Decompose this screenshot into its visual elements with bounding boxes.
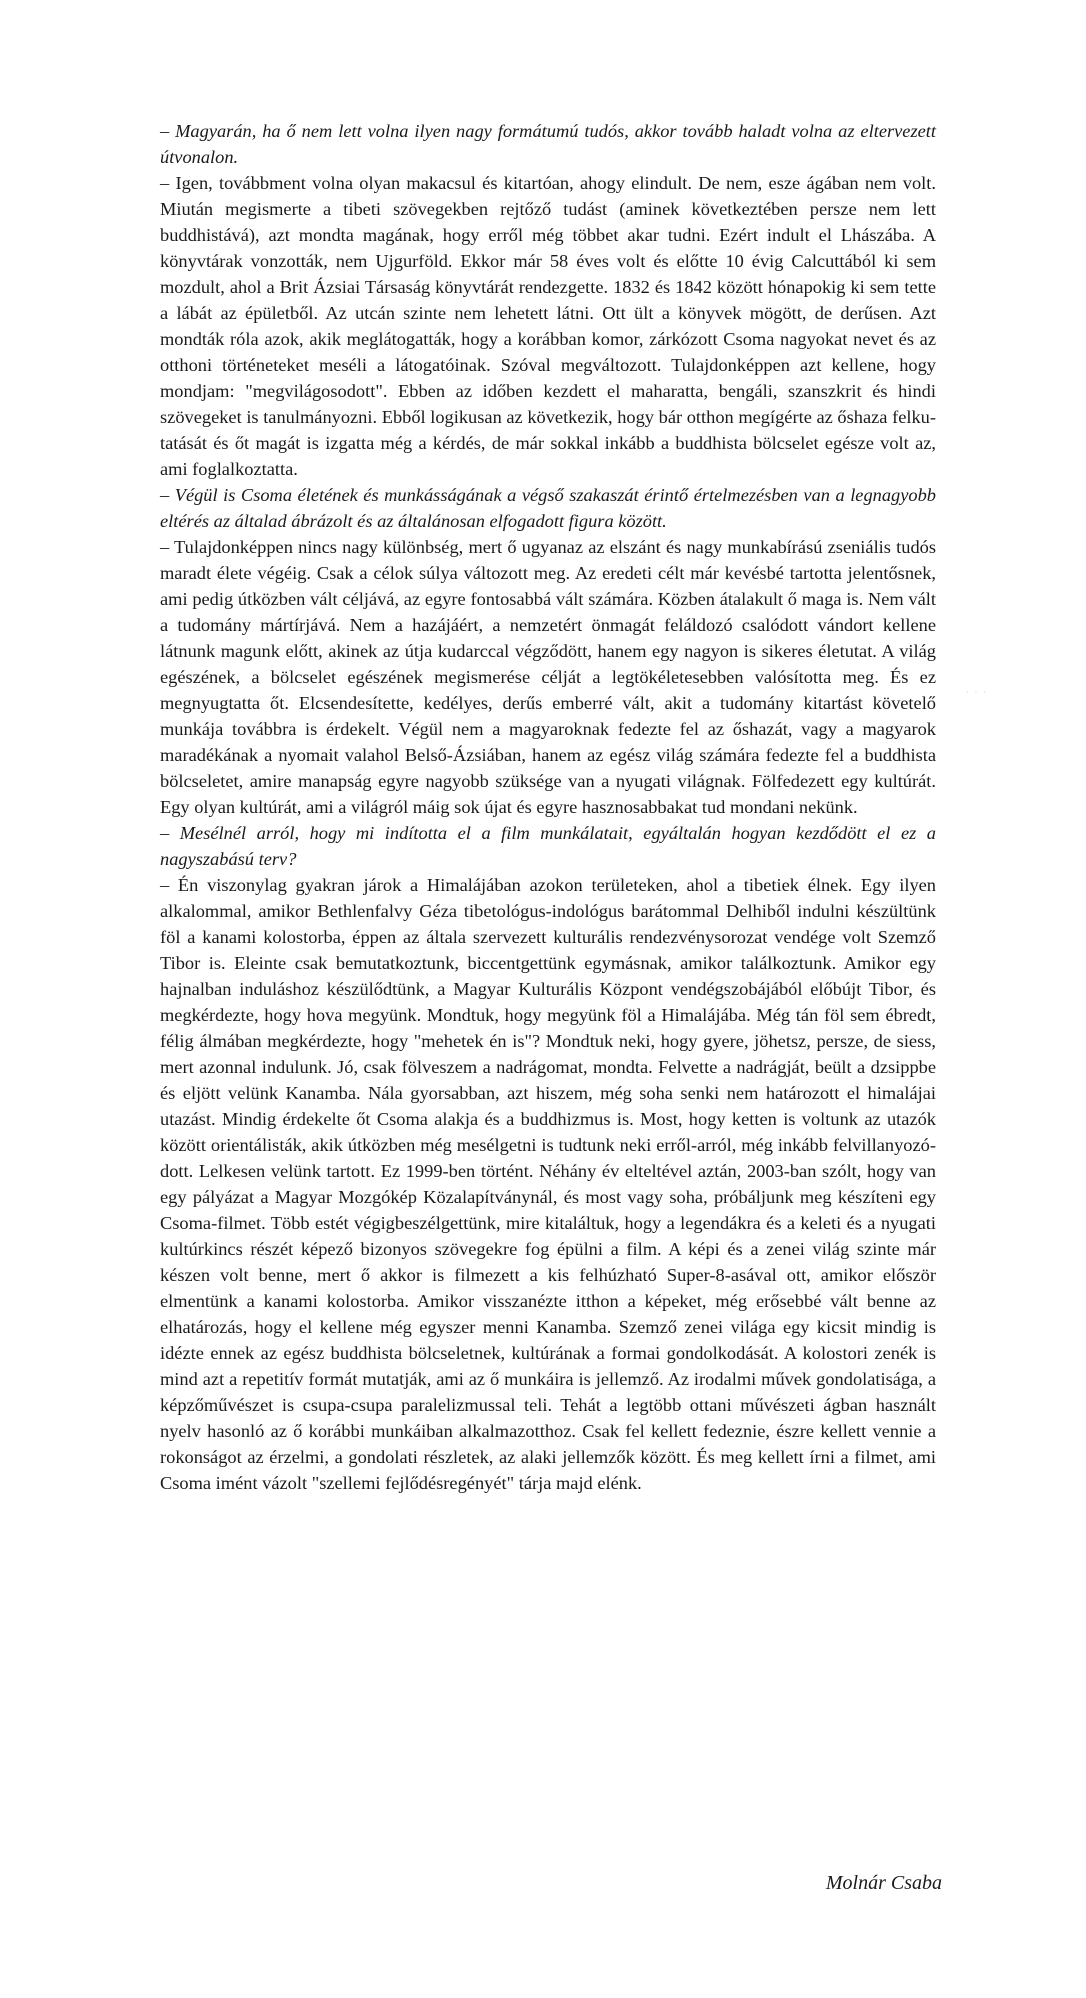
interview-answer: – Igen, továbbment volna olyan makacsul és kitartóan, ahogy elindult. De nem, esze ágában nem volt. Miután megismerte a tibeti szövegekben rejtőző tudást (aminek következtében persze nem lett buddhistává), azt mondta magának, hogy erről még többet akar tudni. Ezért indult el Lhászába. A könyvtárak vonzották, nem Ujgurföld. Ekkor már 58 éves volt és előtte 10 évig Calcuttából ki sem mozdult, ahol a Brit Ázsiai Társaság könyvtárát rendezgette. 1832 és 1842 között hónapokig ki sem tette a lábát az épületből. Az utcán szinte nem lehetett látni. Ott ült a könyvek mögött, de derűsen. Azt mondták róla azok, akik meglátogatták, hogy a korábban komor, zárkózott Csoma nagyokat nevet és az otthoni történeteket meséli a látogatóinak. Szóval megváltozott. Tulajdonképpen azt kellene, hogy mondjam: "megvilágosodott". Ebben az időben kezdett el maharatta, bengáli, szanszkrit és hindi szövegeket is tanulmányozni. Ebből logikusan az következik, hogy bár otthon megígérte az őshaza felkutatását és őt magát is izgatta még a kérdés, de már sokkal inkább a buddhista bölcselet egésze volt az, ami foglalkoztatta. [160, 173, 936, 479]
interview-question: – Magyarán, ha ő nem lett volna ilyen nagy formátumú tudós, akkor tovább haladt volna az eltervezett útvonalon. [160, 121, 936, 167]
interview-answer: – Én viszonylag gyakran járok a Himalájában azokon területeken, ahol a tibetiek élnek. Egy ilyen alkalommal, amikor Bethlenfalvy Géza tibetológus-indológus barátommal Delhiből indulni készültünk föl a kanami kolostorba, éppen az általa szervezett kulturális rendezvénysorozat vendége volt Szemző Tibor is. Eleinte csak bemutatkoztunk, biccentgettünk egymásnak, amikor találkoztunk. Amikor egy hajnalban induláshoz készülődtünk, a Magyar Kulturális Központ vendégszobájából előbújt Tibor, és megkérdezte, hogy hova megyünk. Mondtuk, hogy megyünk föl a Himalájába. Még tán föl sem ébredt, félig álmában megkérdezte, hogy "mehetek én is"? Mondtuk neki, hogy gyere, jöhetsz, persze, de siess, mert azonnal indulunk. Jó, csak fölveszem a nadrágomat, mondta. Felvette a nadrágját, beült a dzsippbe és eljött velünk Kanamba. Nála gyorsabban, azt hiszem, még soha senki nem határozott el himalájai utazást. Mindig érdekelte őt Csoma alakja és a buddhizmus is. Most, hogy ketten is voltunk az utazók között orientálisták, akik útközben még mesélgetni is tudtunk neki erről-arról, még inkább felvillanyozódott. Lelkesen velünk tartott. Ez 1999-ben történt. Néhány év elteltével aztán, 2003-ban szólt, hogy van egy pályázat a Magyar Mozgókép Közalapítványnál, és most vagy soha, próbáljunk meg készíteni egy Csoma-filmet. Több estét végigbeszélgettünk, mire kitaláltuk, hogy a legendákra és a keleti és a nyugati kultúrkincs részét képező bizonyos szövegekre fog épülni a film. A képi és a zenei világ szinte már készen volt benne, mert ő akkor is filmezett a kis felhúzható Super-8-asával ott, amikor először elmentünk a kanami kolostorba. Amikor visszanézte itthon a képeket, még erősebbé vált benne az elhatározás, hogy el kellene még egyszer menni Kanamba. Szemző zenei világa egy kicsit mindig is idézte ennek az egész buddhista bölcseletnek, kultúrának a formai gondolkodását. A kolostori zenék is mind azt a repetitív formát mutatják, ami az ő munkáira is jellemző. Az irodalmi művek gondolatisága, a képzőművészet is csupa-csupa paralelizmussal teli. Tehát a legtöbb ottani művészeti ágban használt nyelv hasonló az ő korábbi munkáiban alkalmazotthoz. Csak fel kellett fedeznie, észre kellett vennie a rokonságot az érzelmi, a gondolati részletek, az alaki jellemzők között. És meg kellett írni a filmet, ami Csoma imént vázolt "szellemi fejlődésregényét" tárja majd elénk. [160, 875, 936, 1493]
interview-answer: – Tulajdonképpen nincs nagy különbség, mert ő ugyanaz az elszánt és nagy munkabírású zseniális tudós maradt élete végéig. Csak a célok súlya változott meg. Az eredeti célt már kevésbé tartotta jelentősnek, ami pedig útközben vált céljává, az egyre fontosabbá vált számára. Közben átalakult ő maga is. Nem vált a tudomány mártírjává. Nem a hazájáért, a nemzetért önmagát feláldozó csalódott vándort kellene látnunk magunk előtt, akinek az útja kudarccal végződött, hanem egy nagyon is sikeres életutat. A világ egészének, a bölcselet egészének megismerése célját a legtökéletesebben valósította meg. És ez megnyugtatta őt. Elcsendesítette, kedélyes, derűs emberré vált, akit a tudomány kitartást követelő munkája továbbra is érdekelt. Végül nem a magyaroknak fedezte fel az őshazát, vagy a magyarok maradékának a nyomait valahol Belső-Ázsiában, hanem az egész világ számára fedezte fel a buddhista bölcseletet, amire manapság egyre nagyobb szüksége van a nyugati világnak. Fölfedezett egy kultúrát. Egy olyan kultúrát, ami a világról máig sok újat és egyre hasznosabbakat tud mondani nekünk. [160, 537, 936, 817]
author-signature: Molnár Csaba [825, 1872, 942, 1894]
interview-question: – Mesélnél arról, hogy mi indította el a film munkálatait, egyáltalán hogyan kezdődött el ez a nagyszabású terv? [160, 823, 936, 869]
scan-speck: · · · [966, 688, 988, 697]
article-body [160, 118, 936, 1496]
interview-question: – Végül is Csoma életének és munkásságának a végső szakaszát érintő értelmezésben van a legnagyobb eltérés az általad ábrázolt és az általánosan elfogadott figura között. [160, 485, 936, 531]
